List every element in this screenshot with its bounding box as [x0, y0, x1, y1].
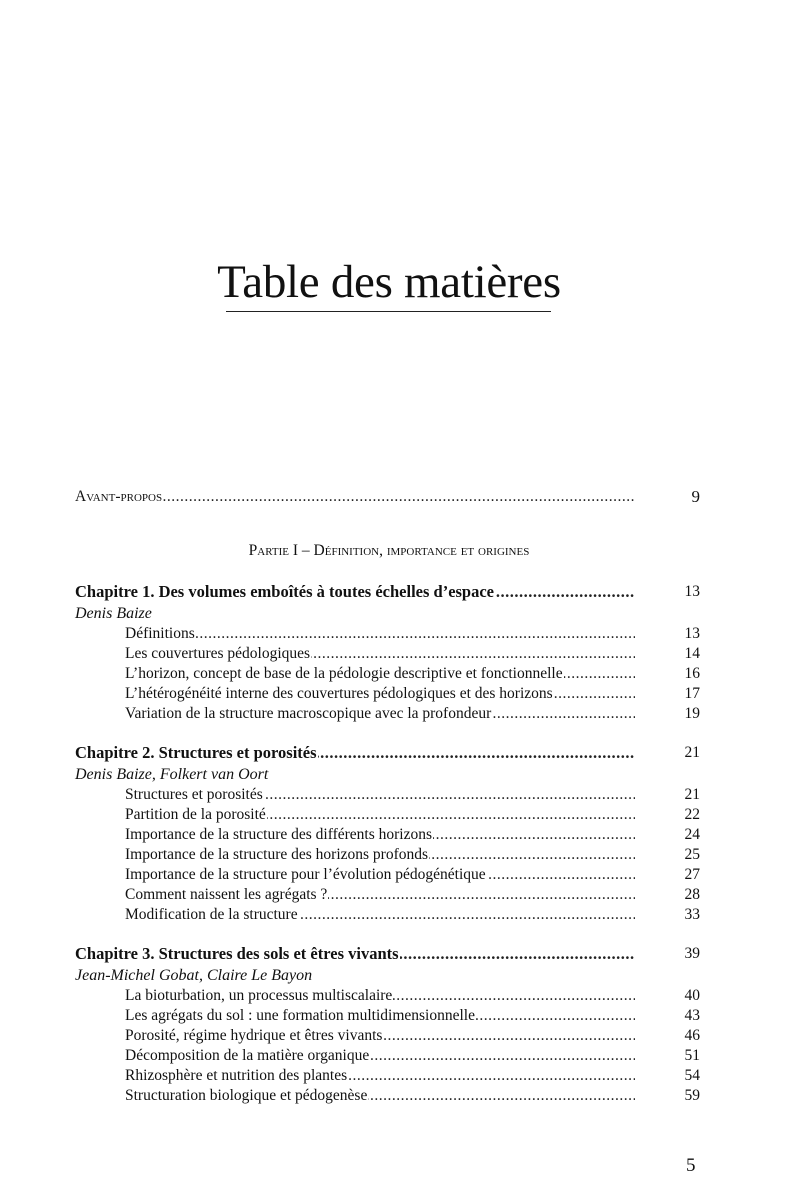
toc-entry-label: Avant-propos: [75, 488, 163, 505]
page-number: 5: [686, 1155, 696, 1176]
section-label: Partition de la porosité: [125, 806, 266, 823]
toc-page-number: 17: [684, 685, 700, 702]
toc-section[interactable]: [75, 845, 700, 865]
section-label: Décomposition de la matière organique: [125, 1047, 370, 1064]
section-label: Les couvertures pédologiques: [125, 645, 311, 662]
section-label: Variation de la structure macroscopique avec la profondeur: [125, 705, 492, 722]
section-label: Structures et porosités: [125, 786, 263, 803]
section-label: Structuration biologique et pédogenèse: [125, 1087, 368, 1104]
section-label: L’hétérogénéité interne des couvertures pédologiques et des horizons: [125, 685, 553, 702]
page-title: Table des matières: [217, 256, 561, 308]
toc-chapter-1[interactable]: [75, 582, 700, 602]
toc-page-number: 19: [684, 705, 700, 722]
toc-page-number: 27: [684, 866, 700, 883]
toc-page-number: 43: [684, 1007, 700, 1024]
toc-section[interactable]: [75, 785, 700, 805]
toc-page-number: 39: [684, 945, 700, 962]
section-label: Importance de la structure des différents horizons: [125, 826, 433, 843]
toc-page-number: 24: [684, 826, 700, 843]
toc-page-number: 25: [684, 846, 700, 863]
toc-page-number: 9: [691, 487, 700, 506]
toc-section[interactable]: [75, 885, 700, 905]
toc-page-number: 40: [684, 987, 700, 1004]
toc-page-number: 28: [684, 886, 700, 903]
toc-section[interactable]: [75, 805, 700, 825]
toc-section[interactable]: [75, 1046, 700, 1066]
toc-page-number: 51: [684, 1047, 700, 1064]
section-label: Porosité, régime hydrique et êtres vivants: [125, 1027, 383, 1044]
toc-page-number: 16: [684, 665, 700, 682]
chapter-authors: Denis Baize: [75, 605, 152, 622]
part-heading: Partie I – Définition, importance et origines: [248, 542, 530, 559]
toc-section[interactable]: [75, 905, 700, 925]
toc-section[interactable]: [75, 986, 700, 1006]
section-label: Définitions: [125, 625, 195, 642]
section-label: Comment naissent les agrégats ?: [125, 886, 328, 903]
toc-section[interactable]: [75, 664, 700, 684]
toc-section[interactable]: [75, 825, 700, 845]
toc-section[interactable]: [75, 704, 700, 724]
section-label: La bioturbation, un processus multiscalaire: [125, 987, 393, 1004]
toc-page-number: 13: [684, 625, 700, 642]
toc-section[interactable]: [75, 1066, 700, 1086]
toc-page-number: 21: [684, 786, 700, 803]
chapter-title: Chapitre 2. Structures et porosités: [75, 743, 317, 762]
toc-entry-avant-propos[interactable]: [75, 487, 700, 507]
section-label: L’horizon, concept de base de la pédologie descriptive et fonctionnelle: [125, 665, 563, 682]
section-label: Rhizosphère et nutrition des plantes: [125, 1067, 348, 1084]
section-label: Importance de la structure des horizons profonds: [125, 846, 429, 863]
section-label: Les agrégats du sol : une formation multidimensionnelle: [125, 1007, 475, 1024]
chapter-authors: Jean-Michel Gobat, Claire Le Bayon: [75, 967, 313, 984]
toc-section[interactable]: [75, 684, 700, 704]
toc-page-number: 59: [684, 1087, 700, 1104]
toc-section[interactable]: [75, 624, 700, 644]
toc-section[interactable]: [75, 1006, 700, 1026]
toc-page-number: 21: [684, 744, 700, 761]
toc-chapter-2[interactable]: [75, 743, 700, 763]
toc-chapter-3[interactable]: [75, 944, 700, 964]
toc-page-number: 33: [684, 906, 700, 923]
toc-page-number: 22: [684, 806, 700, 823]
chapter-title: Chapitre 1. Des volumes emboîtés à toutes échelles d’espace: [75, 582, 495, 601]
toc-section[interactable]: [75, 1086, 700, 1106]
toc-page-number: 14: [684, 645, 700, 662]
toc-section[interactable]: [75, 865, 700, 885]
section-label: Importance de la structure pour l’évolution pédogénétique: [125, 866, 486, 883]
toc-page-number: 13: [684, 583, 700, 600]
toc-section[interactable]: [75, 644, 700, 664]
title-underline: [226, 311, 551, 312]
toc-section[interactable]: [75, 1026, 700, 1046]
chapter-authors: Denis Baize, Folkert van Oort: [75, 766, 269, 783]
chapter-title: Chapitre 3. Structures des sols et êtres vivants: [75, 944, 399, 963]
toc-page-number: 46: [684, 1027, 700, 1044]
toc-page-number: 54: [684, 1067, 700, 1084]
section-label: Modification de la structure: [125, 906, 298, 923]
